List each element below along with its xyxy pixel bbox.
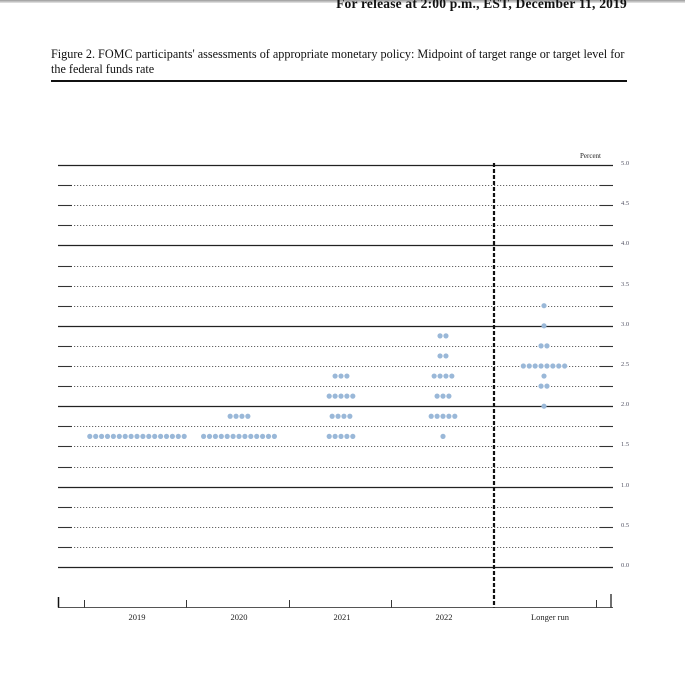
projection-dot <box>350 434 355 439</box>
projection-dot <box>443 333 448 338</box>
projection-dot <box>201 434 206 439</box>
projection-dot <box>541 323 546 328</box>
projection-dot <box>117 434 122 439</box>
projection-dot <box>556 363 561 368</box>
projection-dot <box>228 414 233 419</box>
projection-dot <box>446 394 451 399</box>
projection-dot <box>233 414 238 419</box>
projection-dot <box>550 363 555 368</box>
projection-dot <box>344 434 349 439</box>
projection-dot <box>435 414 440 419</box>
projection-dot <box>544 343 549 348</box>
projection-dot <box>327 434 332 439</box>
y-axis-unit-label: Percent <box>580 152 601 160</box>
projection-dot <box>93 434 98 439</box>
projection-dot <box>432 373 437 378</box>
projection-dot <box>437 353 442 358</box>
projection-dot <box>158 434 163 439</box>
projection-dot <box>338 394 343 399</box>
x-category-label: 2022 <box>435 612 453 622</box>
projection-dot <box>338 373 343 378</box>
projection-dot <box>333 394 338 399</box>
projection-dot <box>437 373 442 378</box>
projection-dot <box>231 434 236 439</box>
projection-dot <box>562 363 567 368</box>
projection-dot <box>449 373 454 378</box>
projection-dot <box>134 434 139 439</box>
projection-dot <box>538 363 543 368</box>
projection-dot <box>219 434 224 439</box>
projection-dot <box>541 404 546 409</box>
projection-dot <box>207 434 212 439</box>
projection-dot <box>435 394 440 399</box>
x-category-label: Longer run <box>530 612 570 622</box>
projection-dot <box>213 434 218 439</box>
projection-dot <box>521 363 526 368</box>
projection-dot <box>446 414 451 419</box>
projection-dot <box>437 333 442 338</box>
projection-dot <box>236 434 241 439</box>
projection-dot <box>544 363 549 368</box>
projection-dot <box>333 373 338 378</box>
projection-dot <box>182 434 187 439</box>
y-tick-label: 4.0 <box>621 240 630 248</box>
projection-dot <box>538 343 543 348</box>
projection-dot <box>260 434 265 439</box>
projection-dot <box>129 434 134 439</box>
x-category-label: 2020 <box>230 612 248 622</box>
y-tick-label: 3.5 <box>621 280 630 288</box>
projection-dot <box>335 414 340 419</box>
projection-dot <box>333 434 338 439</box>
projection-dot <box>239 414 244 419</box>
projection-dot <box>452 414 457 419</box>
projection-dot <box>245 414 250 419</box>
projection-dot <box>440 394 445 399</box>
projection-dot <box>164 434 169 439</box>
y-tick-label: 0.5 <box>621 521 630 529</box>
projection-dot <box>152 434 157 439</box>
projection-dot <box>123 434 128 439</box>
projection-dot <box>533 363 538 368</box>
projection-dot <box>87 434 92 439</box>
projection-dot <box>338 434 343 439</box>
projection-dot <box>170 434 175 439</box>
projection-dot <box>146 434 151 439</box>
projection-dot <box>341 414 346 419</box>
projection-dot <box>176 434 181 439</box>
projection-dot <box>443 373 448 378</box>
projection-dot <box>99 434 104 439</box>
projection-dot <box>266 434 271 439</box>
projection-dot <box>443 353 448 358</box>
y-tick-label: 5.0 <box>621 160 630 167</box>
projection-dot <box>242 434 247 439</box>
projection-dot <box>440 434 445 439</box>
projection-dot <box>111 434 116 439</box>
x-category-label: 2021 <box>333 612 351 622</box>
projection-dot <box>254 434 259 439</box>
projection-dot <box>347 414 352 419</box>
projection-dot <box>350 394 355 399</box>
projection-dot <box>327 394 332 399</box>
projection-dot <box>541 373 546 378</box>
projection-dot <box>140 434 145 439</box>
projection-dot <box>248 434 253 439</box>
figure-caption: Figure 2. FOMC participants' assessments of appropriate monetary policy: Midpoint of target range or target level for the federal funds rate <box>51 47 625 76</box>
projection-dot <box>225 434 230 439</box>
projection-dot <box>544 384 549 389</box>
release-notice: For release at 2:00 p.m., EST, December 11, 2019 <box>336 0 627 11</box>
projection-dot <box>527 363 532 368</box>
y-tick-label: 2.5 <box>621 361 630 368</box>
y-tick-label: 1.5 <box>621 441 630 449</box>
x-category-label: 2019 <box>128 612 146 622</box>
projection-dot <box>344 394 349 399</box>
projection-dot <box>538 384 543 389</box>
y-tick-label: 0.0 <box>621 562 630 569</box>
projection-dot <box>330 414 335 419</box>
projection-dot <box>429 414 434 419</box>
y-tick-label: 3.0 <box>621 320 630 328</box>
y-tick-label: 4.5 <box>621 200 630 208</box>
projection-dot <box>105 434 110 439</box>
projection-dot <box>272 434 277 439</box>
projection-dot <box>344 373 349 378</box>
projection-dot <box>440 414 445 419</box>
y-tick-label: 2.0 <box>621 401 630 409</box>
y-tick-label: 1.0 <box>621 481 630 489</box>
projection-dot <box>541 303 546 308</box>
